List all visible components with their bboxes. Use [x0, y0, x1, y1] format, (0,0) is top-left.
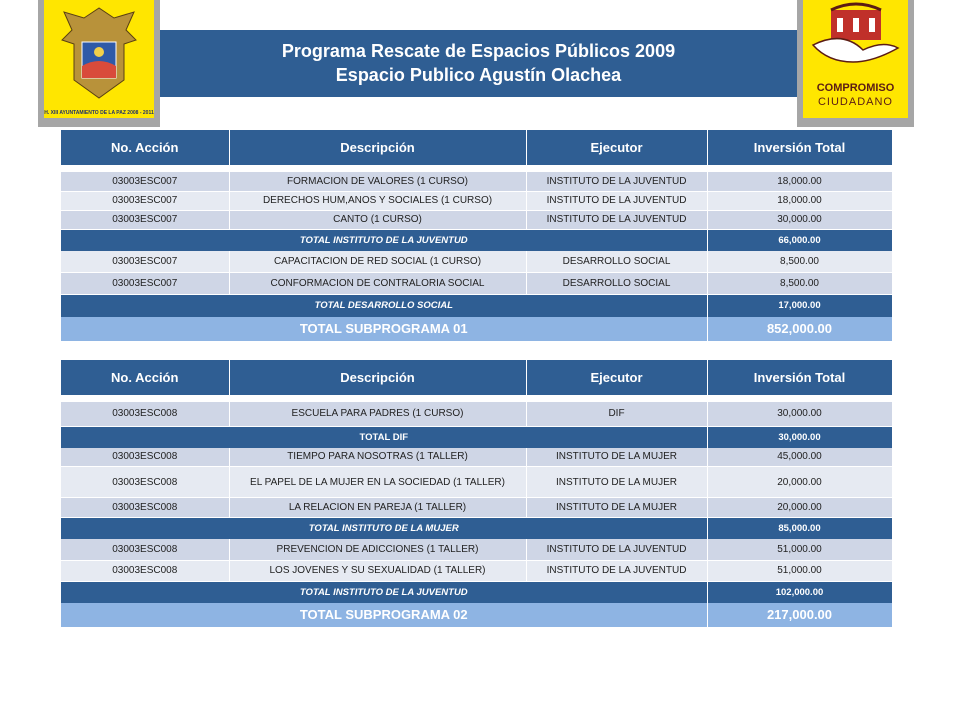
table-row: [61, 467, 892, 498]
cell-accion: 03003ESC008: [61, 448, 229, 467]
cell-accion: 03003ESC008: [61, 467, 229, 498]
cell-accion: 03003ESC007: [61, 210, 229, 229]
table-header: [61, 130, 892, 165]
cell-descripcion: DERECHOS HUM,ANOS Y SOCIALES (1 CURSO): [229, 191, 526, 210]
total-row: [61, 581, 892, 603]
cell-accion: 03003ESC008: [61, 560, 229, 581]
col-header-ejecutor: Ejecutor: [526, 360, 707, 395]
col-header-accion: No. Acción: [61, 360, 229, 395]
cell-inversion: 51,000.00: [707, 560, 892, 581]
cell-descripcion: PREVENCION DE ADICCIONES (1 TALLER): [229, 539, 526, 560]
table-row: [61, 172, 892, 191]
subtotal-value: 217,000.00: [707, 603, 892, 627]
cell-ejecutor: INSTITUTO DE LA MUJER: [526, 467, 707, 498]
cell-descripcion: LOS JOVENES Y SU SEXUALIDAD (1 TALLER): [229, 560, 526, 581]
cell-descripcion: CANTO (1 CURSO): [229, 210, 526, 229]
col-header-ejecutor: Ejecutor: [526, 130, 707, 165]
compromiso-logo: [803, 0, 908, 118]
cell-inversion: 30,000.00: [707, 402, 892, 426]
cell-inversion: 20,000.00: [707, 467, 892, 498]
col-header-descripcion: Descripción: [229, 360, 526, 395]
seal-caption: H. XIII AYUNTAMIENTO DE LA PAZ 2008 - 2011: [44, 110, 154, 116]
cell-inversion: 30,000.00: [707, 210, 892, 229]
cell-descripcion: CAPACITACION DE RED SOCIAL (1 CURSO): [229, 251, 526, 273]
cell-accion: 03003ESC008: [61, 498, 229, 518]
subtotal-label: TOTAL SUBPROGRAMA 02: [61, 603, 707, 627]
cell-inversion: 51,000.00: [707, 539, 892, 560]
table-row: [61, 402, 892, 426]
subtotal-label: TOTAL SUBPROGRAMA 01: [61, 317, 707, 341]
cell-accion: 03003ESC007: [61, 273, 229, 295]
page-title: Programa Rescate de Espacios Públicos 2009: [281, 41, 676, 61]
cell-ejecutor: INSTITUTO DE LA MUJER: [526, 498, 707, 518]
cell-ejecutor: INSTITUTO DE LA JUVENTUD: [526, 191, 707, 210]
cell-ejecutor: DIF: [526, 402, 707, 426]
brand-line2: CIUDADANO: [817, 96, 893, 108]
cell-inversion: 8,500.00: [707, 251, 892, 273]
total-label: TOTAL DIF: [61, 426, 707, 448]
total-label: TOTAL INSTITUTO DE LA JUVENTUD: [61, 229, 707, 251]
left-logo: [38, 0, 160, 127]
table-row: [61, 210, 892, 229]
cell-descripcion: ESCUELA PARA PADRES (1 CURSO): [229, 402, 526, 426]
total-row: [61, 426, 892, 448]
cell-descripcion: TIEMPO PARA NOSOTRAS (1 TALLER): [229, 448, 526, 467]
total-row: [61, 295, 892, 317]
cell-descripcion: FORMACION DE VALORES (1 CURSO): [229, 172, 526, 191]
total-value: 85,000.00: [707, 518, 892, 540]
table-subprograma-02: [61, 360, 893, 627]
cell-inversion: 18,000.00: [707, 172, 892, 191]
brand-line1: COMPROMISO: [816, 82, 895, 94]
table-header: [61, 360, 892, 395]
cell-accion: 03003ESC008: [61, 402, 229, 426]
subtotal-value: 852,000.00: [707, 317, 892, 341]
table-row: [61, 498, 892, 518]
cell-descripcion: EL PAPEL DE LA MUJER EN LA SOCIEDAD (1 TALLER): [229, 467, 526, 498]
total-label: TOTAL INSTITUTO DE LA JUVENTUD: [61, 581, 707, 603]
cell-ejecutor: INSTITUTO DE LA JUVENTUD: [526, 560, 707, 581]
cell-accion: 03003ESC007: [61, 251, 229, 273]
cell-ejecutor: INSTITUTO DE LA JUVENTUD: [526, 210, 707, 229]
cell-inversion: 18,000.00: [707, 191, 892, 210]
cell-inversion: 8,500.00: [707, 273, 892, 295]
right-logo: [797, 0, 914, 127]
table-row: [61, 191, 892, 210]
table-row: [61, 539, 892, 560]
cell-ejecutor: INSTITUTO DE LA JUVENTUD: [526, 172, 707, 191]
cell-ejecutor: INSTITUTO DE LA MUJER: [526, 448, 707, 467]
total-value: 30,000.00: [707, 426, 892, 448]
cell-descripcion: CONFORMACION DE CONTRALORIA SOCIAL: [229, 273, 526, 295]
total-value: 17,000.00: [707, 295, 892, 317]
cell-descripcion: LA RELACION EN PAREJA (1 TALLER): [229, 498, 526, 518]
cell-ejecutor: DESARROLLO SOCIAL: [526, 251, 707, 273]
cell-ejecutor: INSTITUTO DE LA JUVENTUD: [526, 539, 707, 560]
total-value: 66,000.00: [707, 229, 892, 251]
dove-building-icon: [803, 0, 908, 80]
col-header-accion: No. Acción: [61, 130, 229, 165]
table-row: [61, 560, 892, 581]
page-subtitle: Espacio Publico Agustín Olachea: [335, 65, 622, 85]
eagle-seal-icon: [44, 0, 154, 118]
total-value: 102,000.00: [707, 581, 892, 603]
col-header-inversion: Inversión Total: [707, 360, 892, 395]
subtotal-row: [61, 603, 892, 627]
total-label: TOTAL INSTITUTO DE LA MUJER: [61, 518, 707, 540]
cell-accion: 03003ESC008: [61, 539, 229, 560]
cell-ejecutor: DESARROLLO SOCIAL: [526, 273, 707, 295]
total-row: [61, 518, 892, 540]
table-row: [61, 273, 892, 295]
cell-inversion: 20,000.00: [707, 498, 892, 518]
city-seal: [44, 0, 154, 118]
table-row: [61, 448, 892, 467]
total-row: [61, 229, 892, 251]
table-row: [61, 251, 892, 273]
cell-accion: 03003ESC007: [61, 191, 229, 210]
total-label: TOTAL DESARROLLO SOCIAL: [61, 295, 707, 317]
col-header-descripcion: Descripción: [229, 130, 526, 165]
subtotal-row: [61, 317, 892, 341]
table-subprograma-01: [61, 130, 893, 341]
col-header-inversion: Inversión Total: [707, 130, 892, 165]
title-banner: [160, 30, 797, 97]
cell-accion: 03003ESC007: [61, 172, 229, 191]
cell-inversion: 45,000.00: [707, 448, 892, 467]
